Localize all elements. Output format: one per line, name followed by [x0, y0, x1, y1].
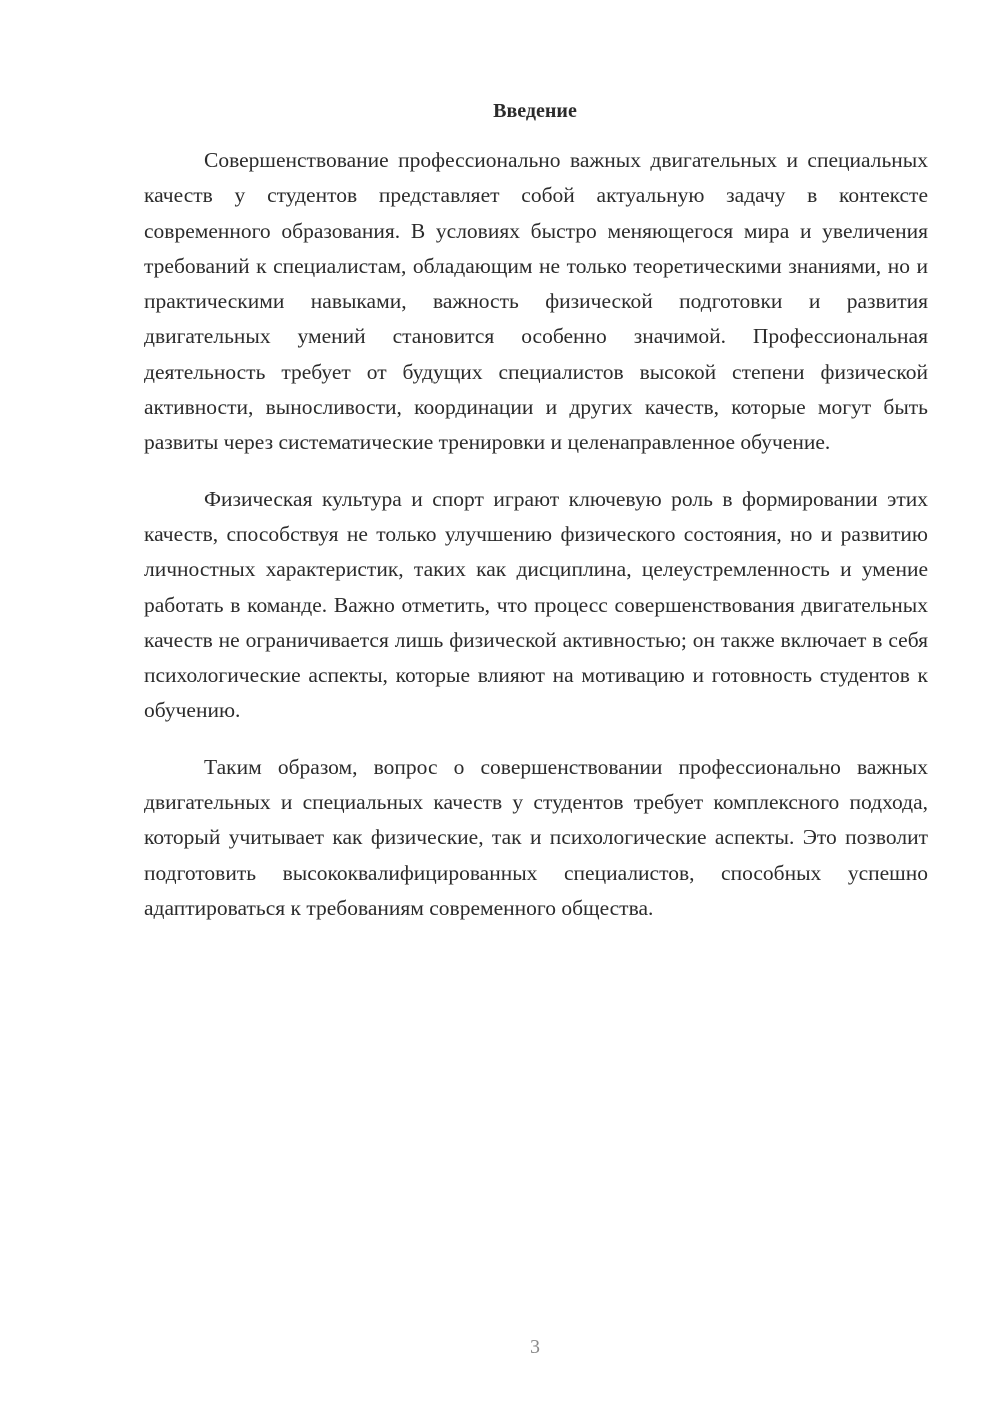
paragraph-2: Физическая культура и спорт играют ключевую роль в формировании этих качеств, способствуя не только улучшению физического состояния, но и развитию личностных характеристик, таких как дисциплина, целеустремленность и умение работать в команде. Важно отметить, что процесс совершенствования двигательных качеств не ограничивается лишь физической активностью; он также включает в себя психологические аспекты, которые влияют на мотивацию и готовность студентов к обучению. [144, 486, 928, 723]
paragraph-1: Совершенствование профессионально важных двигательных и специальных качеств у студентов представляет собой актуальную задачу в контексте современного образования. В условиях быстро меняющегося мира и увеличения требований к специалистам, обладающим не только теоретическими знаниями, но и практическими навыками, важность физической подготовки и развития двигательных умений становится особенно значимой. Профессиональная деятельность требует от будущих специалистов высокой степени физической активности, выносливости, координации и других качеств, которые могут быть развиты через систематические тренировки и целенаправленное обучение. [144, 148, 928, 455]
section-title: Введение [493, 100, 577, 122]
page-number: 3 [530, 1336, 540, 1358]
body-text [144, 143, 928, 947]
paragraph-3: Таким образом, вопрос о совершенствовании профессионально важных двигательных и специальных качеств у студентов требует комплексного подхода, который учитывает как физические, так и психологические аспекты. Это позволит подготовить высококвалифицированных специалистов, способных успешно адаптироваться к требованиям современного общества. [144, 754, 928, 920]
